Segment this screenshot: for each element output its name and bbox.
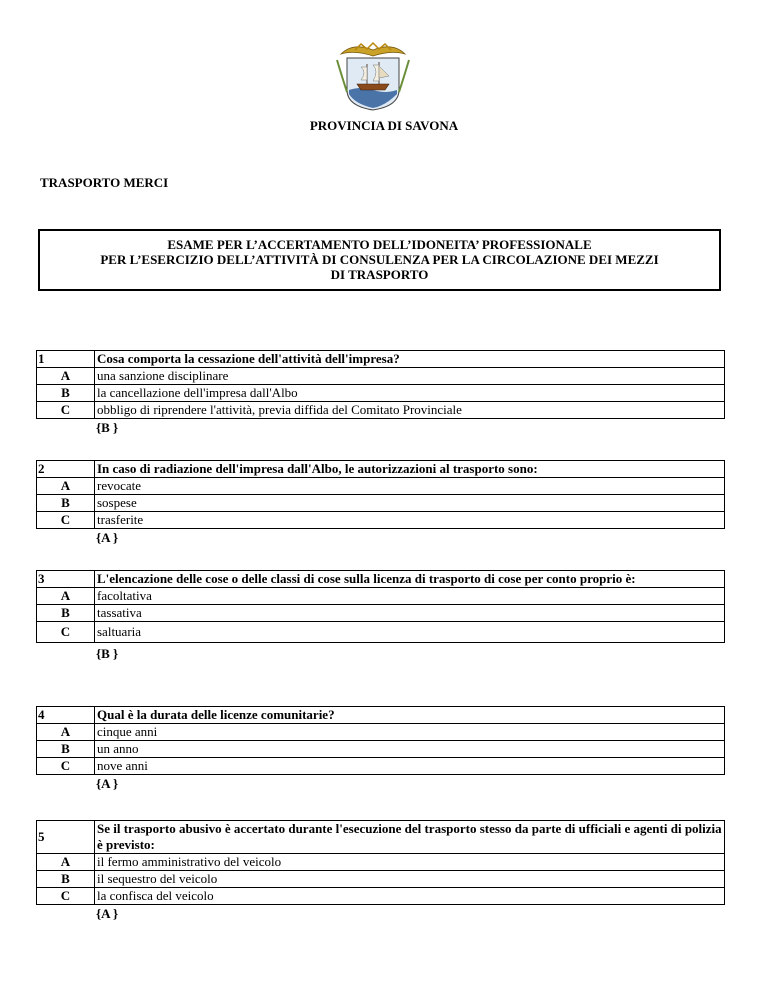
option-key: A [37, 854, 95, 871]
question-block [36, 820, 725, 922]
question-text: In caso di radiazione dell'impresa dall'Albo, le autorizzazioni al trasporto sono: [95, 461, 725, 478]
correct-answer: {A } [96, 906, 119, 921]
option-key: A [37, 368, 95, 385]
question-block [36, 570, 725, 662]
option-key: C [37, 622, 95, 643]
question-number: 1 [37, 351, 95, 368]
option-text: sospese [95, 495, 725, 512]
option-text: cinque anni [95, 724, 725, 741]
option-text: trasferite [95, 512, 725, 529]
question-table [36, 460, 725, 529]
option-key: C [37, 758, 95, 775]
correct-answer: {A } [96, 530, 119, 545]
question-text: L'elencazione delle cose o delle classi di cose sulla licenza di trasporto di cose per conto proprio è: [95, 571, 725, 588]
exam-title-line: ESAME PER L’ACCERTAMENTO DELL’IDONEITA’ PROFESSIONALE [167, 237, 592, 252]
option-text: saltuaria [95, 622, 725, 643]
province-coat-of-arms-emblem [333, 40, 413, 112]
option-key: B [37, 605, 95, 622]
question-table [36, 350, 725, 419]
question-number: 2 [37, 461, 95, 478]
option-key: B [37, 741, 95, 758]
question-table [36, 570, 725, 643]
option-text: tassativa [95, 605, 725, 622]
question-table [36, 706, 725, 775]
option-text: un anno [95, 741, 725, 758]
option-key: C [37, 402, 95, 419]
question-number: 4 [37, 707, 95, 724]
question-number: 5 [37, 821, 95, 854]
question-number: 3 [37, 571, 95, 588]
option-key: B [37, 871, 95, 888]
option-text: la cancellazione dell'impresa dall'Albo [95, 385, 725, 402]
question-block [36, 460, 725, 546]
option-text: facoltativa [95, 588, 725, 605]
option-text: revocate [95, 478, 725, 495]
exam-title-line: DI TRASPORTO [330, 267, 429, 282]
option-key: A [37, 588, 95, 605]
option-key: B [37, 495, 95, 512]
option-text: la confisca del veicolo [95, 888, 725, 905]
option-key: C [37, 888, 95, 905]
question-text: Cosa comporta la cessazione dell'attività dell'impresa? [95, 351, 725, 368]
option-text: obbligo di riprendere l'attività, previa diffida del Comitato Provinciale [95, 402, 725, 419]
correct-answer: {A } [96, 776, 119, 791]
option-text: il sequestro del veicolo [95, 871, 725, 888]
question-text: Se il trasporto abusivo è accertato durante l'esecuzione del trasporto stesso da parte di ufficiali e agenti di polizia è previsto: [95, 821, 725, 854]
option-key: C [37, 512, 95, 529]
option-text: nove anni [95, 758, 725, 775]
option-key: B [37, 385, 95, 402]
option-key: A [37, 724, 95, 741]
option-key: A [37, 478, 95, 495]
correct-answer: {B } [96, 646, 119, 661]
province-title: PROVINCIA DI SAVONA [309, 118, 459, 133]
option-text: il fermo amministrativo del veicolo [95, 854, 725, 871]
question-table [36, 820, 725, 905]
exam-title-line: PER L’ESERCIZIO DELL’ATTIVITÀ DI CONSULENZA PER LA CIRCOLAZIONE DEI MEZZI [100, 252, 659, 267]
correct-answer: {B } [96, 420, 119, 435]
question-block [36, 706, 725, 792]
section-title: TRASPORTO MERCI [40, 175, 169, 190]
option-text: una sanzione disciplinare [95, 368, 725, 385]
question-block [36, 350, 725, 436]
question-text: Qual è la durata delle licenze comunitarie? [95, 707, 725, 724]
exam-title-box [38, 229, 721, 291]
